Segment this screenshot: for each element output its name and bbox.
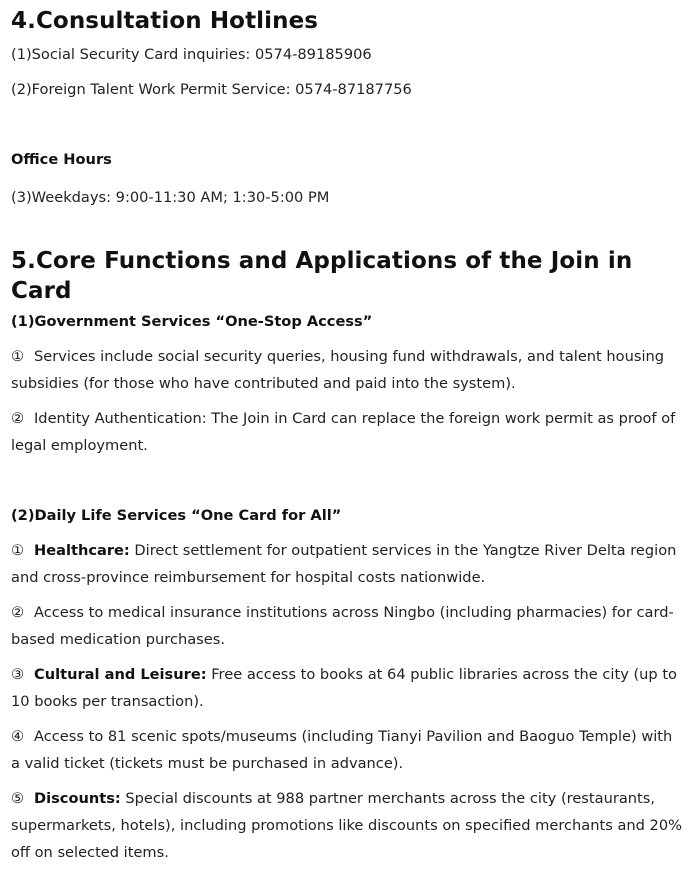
daily-item-3-label: Cultural and Leisure: — [34, 666, 207, 683]
office-hours-text: (3)Weekdays: 9:00-11:30 AM; 1:30-5:00 PM — [11, 189, 330, 206]
daily-item-5-text: Special discounts at 988 partner merchants across the city (restaurants, supermarkets, hotels), including promotions like discounts on specified merchants and 20% off on selected items. — [11, 790, 682, 861]
gov-services-heading: (1)Government Services “One-Stop Access” — [11, 313, 373, 330]
daily-item-4-text: Access to 81 scenic spots/museums (including Tianyi Pavilion and Baoguo Temple) with a valid ticket (tickets must be purchased in advance). — [11, 728, 673, 772]
office-hours-heading: Office Hours — [11, 151, 112, 168]
gov-item-2-text: Identity Authentication: The Join in Card can replace the foreign work permit as proof of legal employment. — [11, 410, 676, 454]
list-marker: ③ — [11, 666, 25, 683]
hotline-work-permit: (2)Foreign Talent Work Permit Service: 0574-87187756 — [11, 81, 412, 98]
gov-item-1-text: Services include social security queries, housing fund withdrawals, and talent housing subsidies (for those who have contributed and paid into the system). — [11, 348, 665, 392]
section-5-title: 5.Core Functions and Applications of the Join in Card — [11, 248, 633, 304]
daily-item-2-text: Access to medical insurance institutions across Ningbo (including pharmacies) for card-based medication purchases. — [11, 604, 674, 648]
daily-item-4 — [11, 723, 683, 777]
daily-item-1-label: Healthcare: — [34, 542, 130, 559]
section-4-title: 4.Consultation Hotlines — [11, 8, 319, 34]
gov-item-1 — [11, 343, 683, 397]
list-marker: ⑤ — [11, 790, 25, 807]
daily-item-3-text: Free access to books at 64 public libraries across the city (up to 10 books per transaction). — [11, 666, 677, 710]
daily-item-5 — [11, 785, 683, 866]
daily-item-1-text: Direct settlement for outpatient services in the Yangtze River Delta region and cross-province reimbursement for hospital costs nationwide. — [11, 542, 677, 586]
list-marker: ① — [11, 348, 25, 365]
list-marker: ④ — [11, 728, 25, 745]
daily-item-5-label: Discounts: — [34, 790, 121, 807]
daily-item-1 — [11, 537, 683, 591]
list-marker: ① — [11, 542, 25, 559]
daily-services-heading: (2)Daily Life Services “One Card for All” — [11, 507, 342, 524]
daily-item-3 — [11, 661, 683, 715]
hotline-social-security: (1)Social Security Card inquiries: 0574-89185906 — [11, 46, 372, 63]
gov-item-2 — [11, 405, 683, 459]
list-marker: ② — [11, 604, 25, 621]
list-marker: ② — [11, 410, 25, 427]
daily-item-2 — [11, 599, 683, 653]
